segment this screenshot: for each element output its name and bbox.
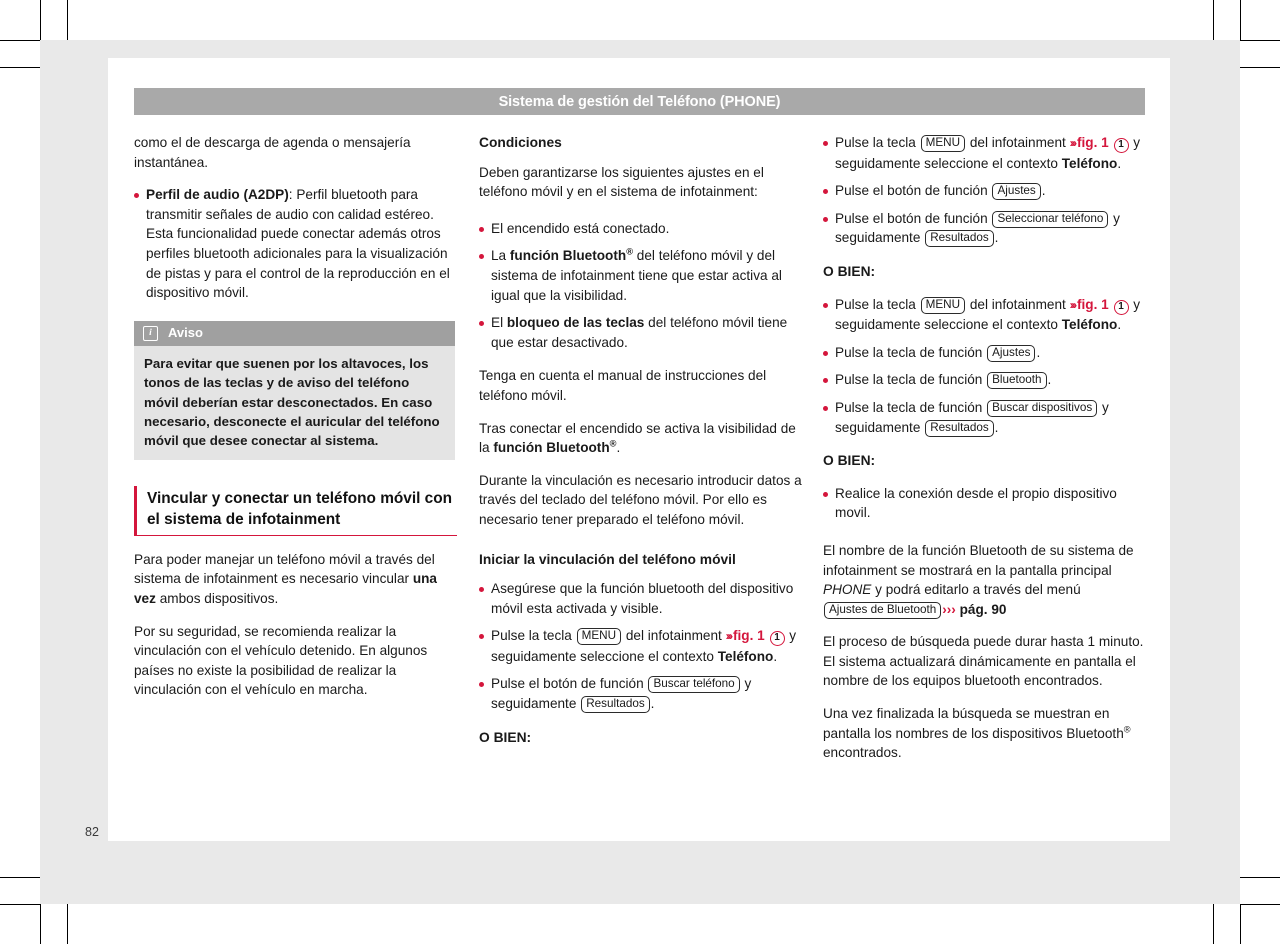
paragraph-visibilidad-post: .: [616, 440, 621, 456]
heading-iniciar-vinculacion: Iniciar la vinculación del teléfono móvil: [479, 551, 736, 567]
paragraph-nombre-mid: y podrá editarlo a través del menú: [871, 582, 1081, 598]
step-b2-post: y seguidamente seleccione el contexto: [835, 296, 1141, 333]
crop-mark-top-right-vertical-2: [1213, 0, 1214, 40]
paragraph-vincular-1-pre: Para poder manejar un teléfono móvil a través del sistema de infotainment es necesario vincular: [134, 551, 435, 587]
step-b1-post: y seguidamente seleccione el contexto: [835, 135, 1141, 171]
crop-mark-top-left-vertical: [40, 0, 41, 40]
figure-callout-number: 1: [1114, 138, 1129, 153]
paragraph-vincular-1-bold: una vez: [134, 571, 437, 606]
figure-reference-label: fig. 1: [732, 628, 765, 644]
paragraph-vincular-1-post: ambos dispositivos.: [155, 590, 279, 606]
ajustes-key[interactable]: Ajustes: [987, 345, 1035, 362]
bullet-bloqueo-bold: bloqueo de las teclas: [506, 315, 645, 331]
step-b1-sel-pre: Pulse el botón de función: [835, 210, 992, 226]
step-b2-bt-end: .: [1047, 372, 1052, 388]
note-title: Aviso: [168, 325, 203, 341]
figure-reference-label: fig. 1: [1076, 296, 1109, 312]
chevron-right-icon: ›››: [1069, 136, 1075, 150]
paragraph-condiciones-intro: Deben garantizarse los siguientes ajustes en el teléfono móvil y en el sistema de infotainment:: [479, 164, 764, 200]
step-pulse-menu-mid: del infotainment: [622, 628, 726, 644]
crop-mark-bottom-right-horizontal: [1240, 904, 1280, 905]
step-buscar-telefono: [479, 674, 802, 713]
step-b1-pre: Pulse la tecla: [835, 135, 920, 150]
resultados-key[interactable]: Resultados: [581, 696, 649, 713]
figure-callout-number: 1: [1114, 300, 1129, 315]
ajustes-key[interactable]: Ajustes: [992, 183, 1040, 200]
label-o-bien-2: O BIEN:: [823, 453, 876, 469]
crop-mark-bottom-left-vertical: [40, 904, 41, 944]
column-middle: [479, 133, 802, 760]
step-pulse-menu-post: y seguidamente seleccione el contexto: [491, 628, 797, 664]
paragraph-visibilidad-sup: ®: [609, 438, 617, 449]
step-b1-ajustes: [823, 181, 1146, 201]
page-number: 82: [85, 825, 99, 839]
paragraph-vincular-1: [134, 550, 457, 609]
step-b2-bt-pre: Pulse la tecla de función: [835, 372, 987, 388]
chevron-right-icon: ›››: [725, 629, 731, 644]
bullet-bloqueo-pre: El: [491, 315, 507, 331]
paragraph-visibilidad-pre: Tras conectar el encendido se activa la visibilidad de la: [479, 420, 796, 456]
crop-mark-bottom-left-horizontal: [0, 904, 40, 905]
note-header: [134, 321, 455, 346]
paragraph-vincular-2: Por su seguridad, se recomienda realizar la vinculación con el vehículo detenido. En algunos países no existe la posibilidad de realizar la vinculación con el vehículo en marcha.: [134, 623, 428, 698]
crop-mark-bottom-left-horizontal-2: [0, 877, 40, 878]
bullet-bloqueo-post: del teléfono móvil tiene que estar desactivado.: [491, 315, 788, 350]
step-asegurese: Asegúrese que la función bluetooth del dispositivo móvil esta activada y visible.: [479, 579, 802, 618]
crop-mark-bottom-left-vertical-2: [67, 904, 68, 944]
bullet-bluetooth-pre: La: [491, 248, 510, 264]
paragraph-nombre-bluetooth: [823, 541, 1146, 619]
seleccionar-telefono-key[interactable]: Seleccionar teléfono: [992, 211, 1108, 228]
crop-mark-top-left-horizontal-2: [0, 67, 40, 68]
label-o-bien: O BIEN:: [479, 729, 532, 745]
section-heading: Vincular y conectar un teléfono móvil con el sistema de infotainment: [134, 486, 457, 536]
resultados-key[interactable]: Resultados: [925, 230, 993, 247]
page-cross-reference[interactable]: [942, 602, 1006, 617]
step-pulse-menu-end: .: [773, 648, 778, 664]
paragraph-busqueda: El proceso de búsqueda puede durar hasta 1 minuto. El sistema actualizará dinámicamente en pantalla el nombre de los equipos bluetooth encontrados.: [823, 634, 1144, 689]
step-buscar-pre: Pulse el botón de función: [491, 676, 648, 692]
step-b2-bluetooth: [823, 370, 1146, 390]
running-head-bar: [134, 88, 1145, 115]
info-icon: i: [143, 326, 158, 341]
step-b3-realice-conexion: Realice la conexión desde el propio dispositivo movil.: [823, 484, 1146, 523]
step-pulse-menu-bold: Teléfono: [717, 648, 774, 664]
paragraph-final-sup: ®: [1123, 724, 1131, 735]
note-box-aviso: [134, 321, 455, 460]
figure-cross-reference[interactable]: [1070, 297, 1109, 312]
paragraph-manual: Tenga en cuenta el manual de instrucciones del teléfono móvil.: [479, 368, 767, 403]
step-b2-pre: Pulse la tecla: [835, 296, 920, 312]
crop-mark-top-right-vertical: [1240, 0, 1241, 40]
paragraph-nombre-pre: El nombre de la función Bluetooth de su sistema de infotainment se mostrará en la pantalla principal: [823, 542, 1134, 578]
running-head-title: Sistema de gestión del Teléfono (PHONE): [498, 93, 781, 110]
crop-mark-top-right-horizontal: [1240, 40, 1280, 41]
column-left: [134, 133, 457, 713]
step-b2-bd-pre: Pulse la tecla de función: [835, 399, 987, 415]
step-b2-ajustes-pre: Pulse la tecla de función: [835, 344, 987, 360]
step-b2-ajustes-end: .: [1036, 344, 1041, 360]
paragraph-final-post: encontrados.: [823, 745, 902, 761]
bullet-bluetooth-bold: función Bluetooth: [509, 248, 627, 264]
menu-key[interactable]: MENU: [921, 297, 965, 314]
crop-mark-bottom-right-vertical: [1240, 904, 1241, 944]
bullet-a2dp: [134, 185, 457, 303]
step-b1-mid: del infotainment: [966, 135, 1070, 150]
step-pulse-menu-pre: Pulse la tecla: [491, 628, 576, 644]
figure-reference-label: fig. 1: [1076, 135, 1109, 150]
step-b2-bd-end: .: [994, 419, 999, 435]
paragraph-final-pre: Una vez finalizada la búsqueda se muestran en pantalla los nombres de los dispositivos Bluetooth: [823, 706, 1124, 741]
step-b2-bd-mid: y seguidamente: [835, 399, 1109, 435]
crop-mark-bottom-right-horizontal-2: [1240, 877, 1280, 878]
bullet-a2dp-label: Perfil de audio (A2DP): [146, 187, 289, 203]
step-b1-bold: Teléfono: [1061, 155, 1118, 171]
menu-key[interactable]: MENU: [921, 135, 965, 152]
page-reference-label: pág. 90: [959, 601, 1007, 617]
paragraph-visibilidad: [479, 419, 802, 458]
buscar-dispositivos-key[interactable]: Buscar dispositivos: [987, 400, 1097, 417]
step-buscar-mid: y seguidamente: [491, 676, 752, 712]
resultados-key[interactable]: Resultados: [925, 420, 993, 437]
bullet-bluetooth-sup: ®: [626, 246, 633, 257]
step-b1-pulse-menu: [823, 133, 1146, 173]
crop-mark-top-left-horizontal: [0, 40, 40, 41]
paragraph-intro: como el de descarga de agenda o mensajería instantánea.: [134, 135, 411, 170]
figure-callout-number: 1: [770, 631, 785, 646]
step-b1-ajustes-end: .: [1041, 183, 1046, 199]
figure-cross-reference[interactable]: [1070, 135, 1109, 150]
crop-mark-top-right-horizontal-2: [1240, 67, 1280, 68]
ajustes-de-bluetooth-key[interactable]: Ajustes de Bluetooth: [824, 602, 941, 619]
bluetooth-key[interactable]: Bluetooth: [987, 372, 1046, 389]
paragraph-final: [823, 704, 1146, 763]
note-body: Para evitar que suenen por los altavoces, los tonos de las teclas y de aviso del teléfono móvil deberían estar desconectados. En caso necesario, desconecte el auricular del teléfono móvil que desee conectar al sistema.: [144, 355, 440, 449]
chevron-right-icon: ›››: [942, 601, 956, 617]
step-b2-buscar-dispositivos: [823, 398, 1146, 437]
step-b1-end: .: [1117, 155, 1122, 171]
menu-key[interactable]: MENU: [577, 628, 621, 645]
bullet-bluetooth: [479, 246, 802, 305]
bullet-bloqueo-teclas: [479, 313, 802, 352]
step-pulse-menu: [479, 626, 802, 666]
step-b1-sel-mid: y seguidamente: [835, 210, 1120, 246]
label-o-bien-1: O BIEN:: [823, 263, 876, 279]
bullet-encendido: El encendido está conectado.: [479, 219, 802, 239]
buscar-telefono-key[interactable]: Buscar teléfono: [648, 676, 739, 693]
paragraph-nombre-italic: PHONE: [823, 582, 872, 598]
paragraph-visibilidad-bold: función Bluetooth: [493, 440, 610, 456]
bullet-bluetooth-post: del teléfono móvil y del sistema de infotainment tiene que estar activa al igual que la visibilidad.: [491, 248, 782, 303]
bullet-a2dp-text: : Perfil bluetooth para transmitir señales de audio con calidad estéreo. Esta funcionalidad puede conectar además otros perfiles bluetooth adicionales para la visualización de pistas y para el control de la reproducción en el dispositivo móvil.: [146, 187, 450, 301]
step-b2-ajustes: [823, 343, 1146, 363]
step-b2-mid: del infotainment: [966, 296, 1070, 312]
figure-cross-reference[interactable]: [726, 628, 765, 643]
crop-mark-top-left-vertical-2: [67, 0, 68, 40]
step-b1-ajustes-pre: Pulse el botón de función: [835, 183, 992, 199]
chevron-right-icon: ›››: [1069, 297, 1075, 312]
crop-mark-bottom-right-vertical-2: [1213, 904, 1214, 944]
step-b1-sel-end: .: [994, 230, 999, 246]
heading-condiciones: Condiciones: [479, 135, 562, 150]
step-buscar-end: .: [650, 696, 655, 712]
column-right: [823, 133, 1146, 776]
step-b1-seleccionar-telefono: [823, 209, 1146, 248]
step-b2-pulse-menu: [823, 295, 1146, 335]
paragraph-vinculacion-datos: Durante la vinculación es necesario introducir datos a través del teclado del teléfono móvil. Por ello es necesario tener preparado el teléfono móvil.: [479, 472, 802, 527]
step-b2-bold: Teléfono: [1061, 317, 1118, 333]
step-b2-end: .: [1117, 317, 1122, 333]
